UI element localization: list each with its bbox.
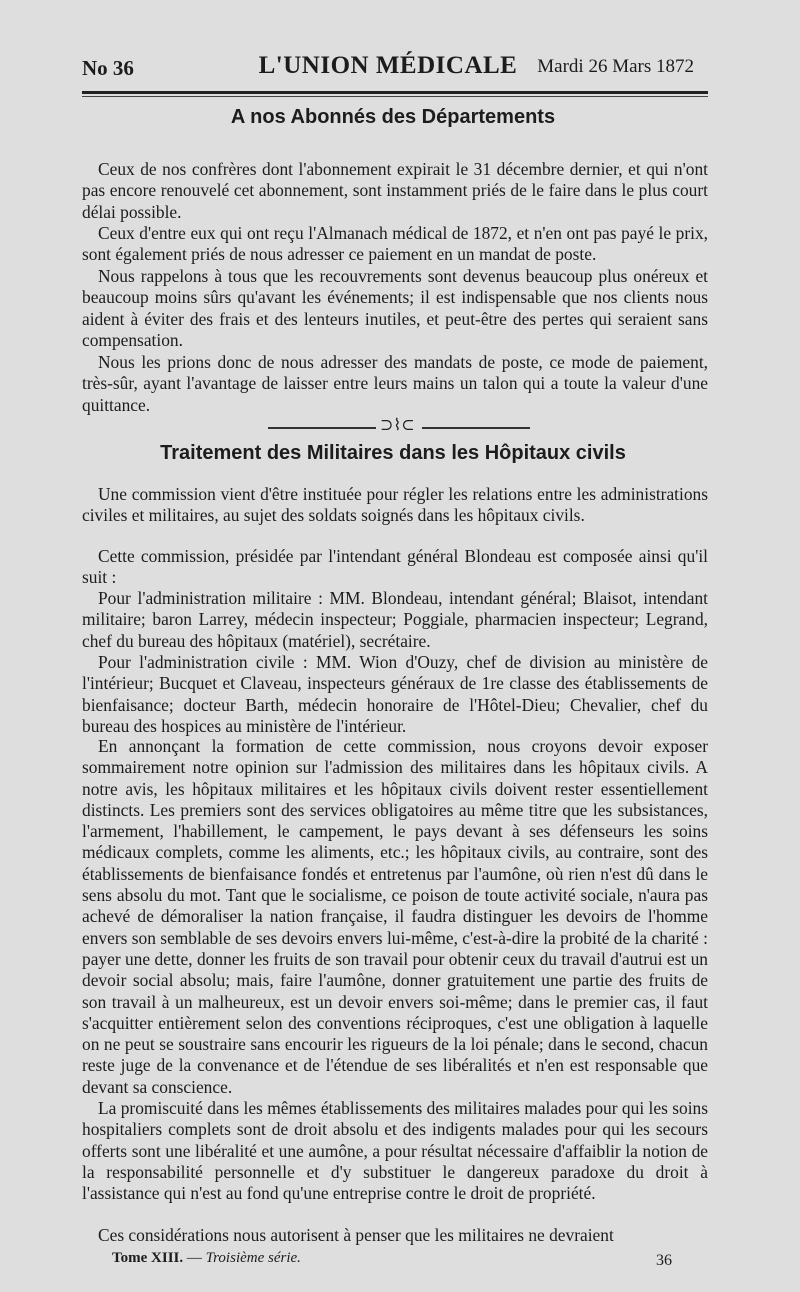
volume-info	[112, 1250, 301, 1267]
paragraph: Ces considérations nous autorisent à penser que les militaires ne devraient	[98, 1225, 614, 1245]
paragraph: Nous rappelons à tous que les recouvrements sont devenus beaucoup plus onéreux et beaucoup moins sûrs qu'avant les événements; il est indispensable que nos clients nous aident à éviter des frais et des lenteurs inutiles, et peut-être des pertes qui seraient sans compensation.	[82, 266, 708, 350]
paragraph: Nous les prions donc de nous adresser des mandats de poste, ce mode de paiement, très-sûr, ayant l'avantage de laisser entre leurs mains un talon qui a toute la valeur d'une quittance.	[82, 352, 708, 415]
series-label: Troisième série.	[205, 1250, 301, 1266]
page-number: 36	[656, 1252, 672, 1269]
paragraph: En annonçant la formation de cette commission, nous croyons devoir exposer sommairement notre opinion sur l'admission des militaires dans les hôpitaux civils. A notre avis, les hôpitaux militaires et les hôpitaux civils doivent rester essentiellement distincts. Les premiers sont des services obligatoires au même titre que les subsistances, l'armement, l'habillement, le campement, le pays devant à ses défenseurs les soins médicaux complets, comme les aliments, etc.; les hôpitaux civils, au contraire, sont des établissements de bienfaisance fondés et entretenus par l'aumône, où rien n'est dû dans le sens absolu du mot. Tant que le socialisme, ce poison de toute activité sociale, n'aura pas achevé de démoraliser la nation française, il faudra distinguer les devoirs de l'homme envers son semblable de ses devoirs envers lui-même, c'est-à-dire la probité de la charité : payer une dette, donner les fruits de son travail pour obtenir ceux du travail d'autrui est un devoir social absolu; mais, faire l'aumône, donner gratuitement une partie des fruits de son travail à un malheureux, est un devoir envers soi-même; dans le premier cas, il faut s'acquitter entièrement selon des conventions réciproques, c'est une obligation à laquelle on ne peut se soustraire sans encourir les rigueurs de la loi pénale; dans le second, chacun reste juge de la convenance et de l'étendue de ses libéralités et n'en est responsable que devant sa conscience.	[82, 736, 708, 1097]
header-rule	[82, 91, 708, 94]
page-header	[82, 50, 694, 90]
paragraph: Ceux d'entre eux qui ont reçu l'Almanach médical de 1872, et n'en ont pas payé le prix, sont également priés de nous adresser ce paiement en un mandat de poste.	[82, 223, 708, 265]
issue-date: Mardi 26 Mars 1872	[537, 56, 694, 77]
paragraph: La promiscuité dans les mêmes établissements des militaires malades pour qui les soins hospitaliers complets sont de droit absolu et des indigents malades pour qui les secours offerts sont une libéralité et une aumône, a pour résultat nécessaire d'affaiblir la notion de la responsabilité personnelle et d'y substituer le dangereux paradoxe du droit à l'assistance qui n'est au fond qu'une entreprise contre le droit de propriété.	[82, 1098, 708, 1204]
divider-ornament: ⊃⌇⊂	[380, 417, 415, 434]
section-title-militaires: Traitement des Militaires dans les Hôpitaux civils	[160, 442, 626, 464]
journal-title: L'UNION MÉDICALE	[258, 52, 518, 79]
page-footer	[112, 1250, 672, 1274]
section-title-abonnes: A nos Abonnés des Départements	[230, 106, 556, 128]
paragraph: Pour l'administration militaire : MM. Blondeau, intendant général; Blaisot, intendant militaire; baron Larrey, médecin inspecteur; Poggiale, pharmacien inspecteur; Legrand, chef du bureau des hôpitaux (matériel), secrétaire.	[82, 588, 708, 651]
volume-label: Tome XIII.	[112, 1250, 184, 1266]
paragraph: Une commission vient d'être instituée pour régler les relations entre les administrations civiles et militaires, au sujet des soldats soignés dans les hôpitaux civils.	[82, 484, 708, 526]
paragraph: Pour l'administration civile : MM. Wion d'Ouzy, chef de division au ministère de l'intérieur; Bucquet et Claveau, inspecteurs généraux de 1re classe des établissements de bienfaisance; docteur Barth, médecin honoraire de l'Hôtel-Dieu; Chevalier, chef du bureau des hospices au ministère de l'intérieur.	[82, 652, 708, 736]
header-rule-thin	[82, 96, 708, 97]
divider-line-right	[422, 427, 530, 429]
volume-dash: —	[183, 1250, 206, 1266]
section-divider	[268, 417, 530, 434]
paragraph: Ceux de nos confrères dont l'abonnement expirait le 31 décembre dernier, et qui n'ont pas encore renouvelé cet abonnement, sont instamment priés de le faire dans le plus court délai possible.	[82, 159, 708, 222]
paragraph: Cette commission, présidée par l'intendant général Blondeau est composée ainsi qu'il suit :	[82, 546, 708, 588]
divider-line-left	[268, 427, 376, 429]
issue-number: No 36	[82, 56, 134, 80]
